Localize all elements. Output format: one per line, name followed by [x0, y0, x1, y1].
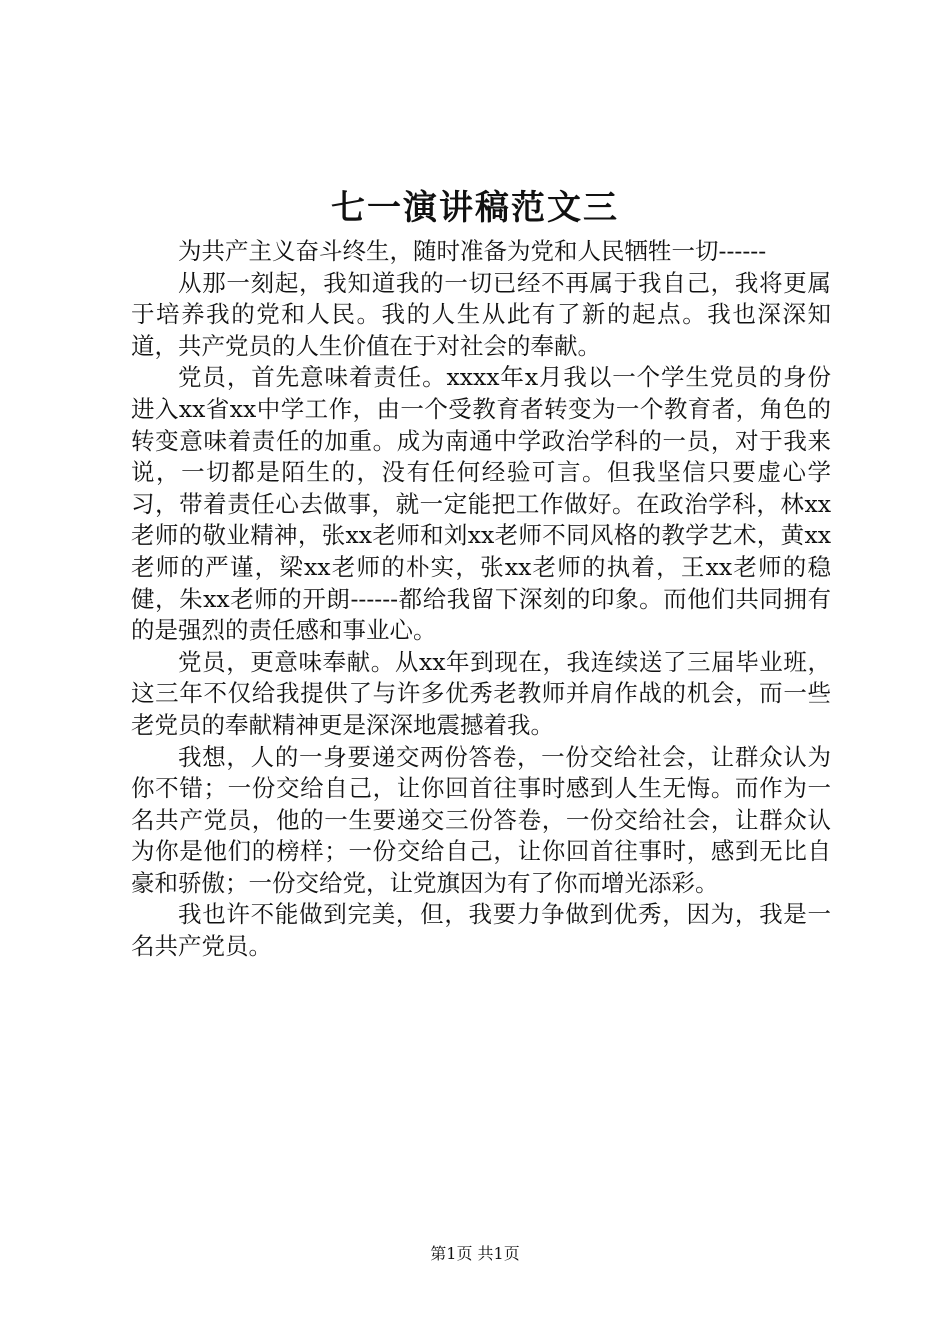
paragraph: 我想，人的一身要递交两份答卷，一份交给社会，让群众认为你不错；一份交给自己，让你回首往事时感到人生无悔。而作为一名共产党员，他的一生要递交三份答卷，一份交给社会，让群众认为你是他们的榜样；一份交给自己，让你回首往事时，感到无比自豪和骄傲；一份交给党，让党旗因为有了你而增光添彩。: [131, 742, 831, 897]
paragraph: 为共产主义奋斗终生，随时准备为党和人民牺牲一切------: [178, 237, 767, 265]
paragraph: 党员，首先意味着责任。xxxx年x月我以一个学生党员的身份进入xx省xx中学工作，由一个受教育者转变为一个教育者，角色的转变意味着责任的加重。成为南通中学政治学科的一员，对于我来说，一切都是陌生的，没有任何经验可言。但我坚信只要虚心学习，带着责任心去做事，就一定能把工作做好。在政治学科，林xx老师的敬业精神，张xx老师和刘xx老师不同风格的教学艺术，黄xx老师的严谨，梁xx老师的朴实，张xx老师的执着，王xx老师的稳健，朱xx老师的开朗------都给我留下深刻的印象。而他们共同拥有的是强烈的责任感和事业心。: [131, 363, 831, 645]
paragraph: 党员，更意味奉献。从xx年到现在，我连续送了三届毕业班，这三年不仅给我提供了与许多优秀老教师并肩作战的机会，而一些老党员的奉献精神更是深深地震撼着我。: [131, 647, 831, 739]
paragraph: 我也许不能做到完美，但，我要力争做到优秀，因为，我是一名共产党员。: [131, 900, 831, 961]
page-footer: 第1页 共1页: [430, 1244, 520, 1263]
document-title: 七一演讲稿范文三: [331, 188, 619, 228]
paragraph: 从那一刻起，我知道我的一切已经不再属于我自己，我将更属于培养我的党和人民。我的人生从此有了新的起点。我也深深知道，共产党员的人生价值在于对社会的奉献。: [131, 268, 831, 360]
document-body: [131, 236, 831, 963]
